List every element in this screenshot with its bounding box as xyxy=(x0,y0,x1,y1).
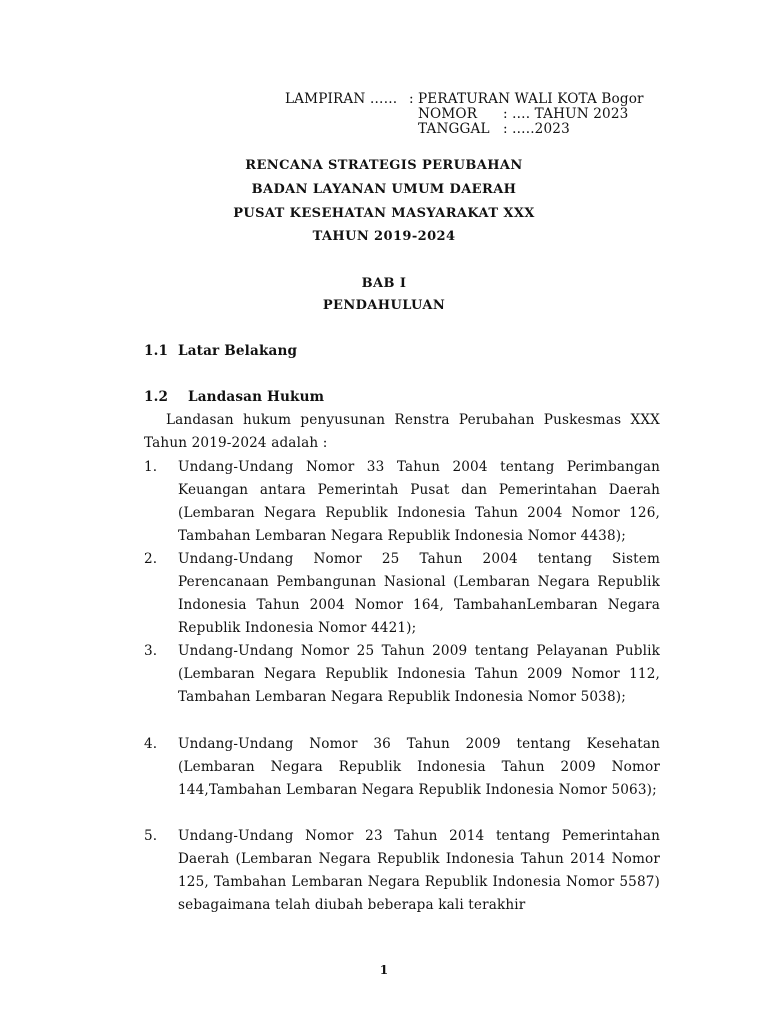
section-number: 1.2 xyxy=(144,389,169,405)
section-title: Latar Belakang xyxy=(178,343,298,359)
nomor-value: …. TAHUN 2023 xyxy=(512,106,629,122)
chapter-number: BAB I xyxy=(361,276,407,291)
list-item-number: 4. xyxy=(144,736,158,752)
tanggal-value: …..2023 xyxy=(512,121,570,137)
list-item-text: Undang-Undang Nomor 36 Tahun 2009 tentang Kesehatan (Lembaran Negara Republik Indonesia Tahun 2009 Nomor 144,Tambahan Lembaran Negara Republik Indonesia Nomor 5063); xyxy=(178,736,660,798)
chapter-title: PENDAHULUAN xyxy=(322,298,446,313)
section-number: 1.1 xyxy=(144,343,169,359)
intro-paragraph: Landasan hukum penyusunan Renstra Perubahan Puskesmas XXX Tahun 2019-2024 adalah : xyxy=(144,412,660,451)
page-number: 1 xyxy=(379,963,389,977)
list-item-number: 3. xyxy=(144,643,158,659)
list-item-text: Undang-Undang Nomor 25 Tahun 2009 tentang Pelayanan Publik (Lembaran Negara Republik Indonesia Tahun 2009 Nomor 112, Tambahan Lembaran Negara Republik Indonesia Nomor 5038); xyxy=(178,643,660,705)
title-line-2: BADAN LAYANAN UMUM DAERAH xyxy=(251,182,517,197)
tanggal-label: TANGGAL xyxy=(418,121,490,137)
nomor-label: NOMOR xyxy=(418,106,478,122)
list-item-number: 1. xyxy=(144,459,158,475)
list-item-text: Undang-Undang Nomor 23 Tahun 2014 tentang Pemerintahan Daerah (Lembaran Negara Republik Indonesia Tahun 2014 Nomor 125, Tambahan Lembaran Negara Republik Indonesia Nomor 5587) sebagaimana telah diubah beberapa kali terakhir xyxy=(178,828,660,913)
title-line-4: TAHUN 2019-2024 xyxy=(312,229,456,244)
title-line-3: PUSAT KESEHATAN MASYARAKAT XXX xyxy=(233,206,535,221)
list-item-text: Undang-Undang Nomor 33 Tahun 2004 tentang Perimbangan Keuangan antara Pemerintah Pusat dan Pemerintahan Daerah (Lembaran Negara Republik Indonesia Tahun 2004 Nomor 126, Tambahan Lembaran Negara Republik Indonesia Nomor 4438); xyxy=(178,459,660,544)
section-title: Landasan Hukum xyxy=(188,389,325,405)
nomor-separator: : xyxy=(503,106,508,122)
list-item-number: 5. xyxy=(144,828,158,844)
lampiran-separator: : xyxy=(409,91,414,107)
list-item-text: Undang-Undang Nomor 25 Tahun 2004 tentang Sistem Perencanaan Pembangunan Nasional (Lembaran Negara Republik Indonesia Tahun 2004 Nomor 164, TambahanLembaran Negara Republik Indonesia Nomor 4421); xyxy=(178,551,660,636)
lampiran-value: PERATURAN WALI KOTA Bogor xyxy=(418,91,644,107)
title-line-1: RENCANA STRATEGIS PERUBAHAN xyxy=(245,158,523,173)
lampiran-label: LAMPIRAN …… xyxy=(285,91,398,107)
tanggal-separator: : xyxy=(503,121,508,137)
list-item-number: 2. xyxy=(144,551,158,567)
